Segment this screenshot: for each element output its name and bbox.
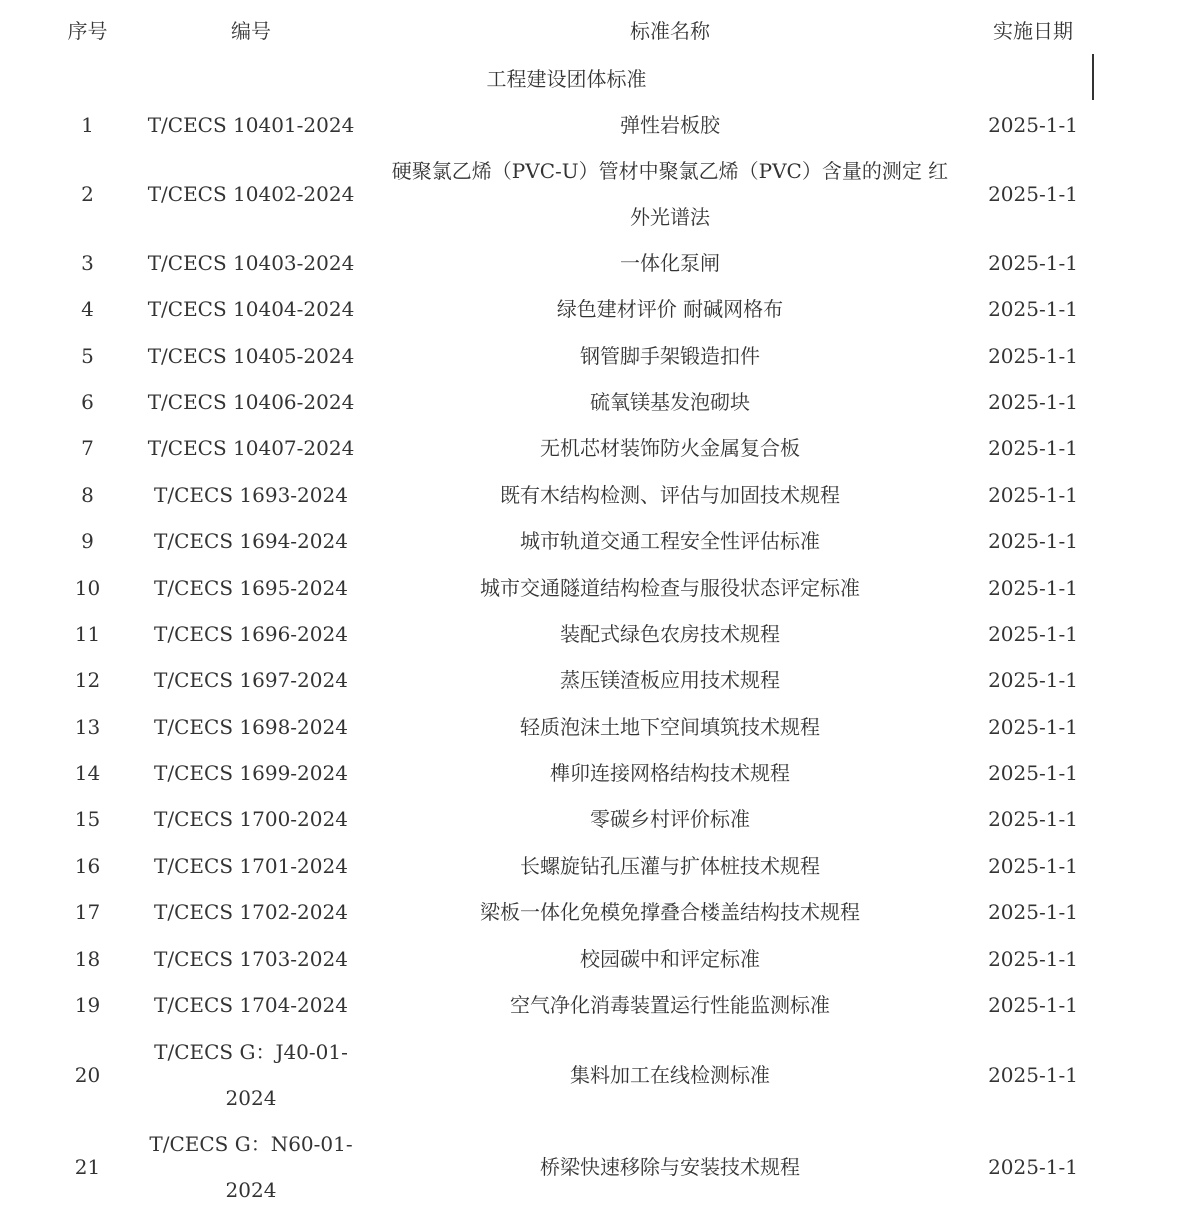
row-seq: 11 <box>74 622 101 646</box>
row-name: 钢管脚手架锻造扣件 <box>580 344 760 368</box>
row-name: 梁板一体化免模免撑叠合楼盖结构技术规程 <box>480 900 860 924</box>
row-name: 空气净化消毒装置运行性能监测标准 <box>510 993 830 1017</box>
row-date: 2025-1-1 <box>988 113 1078 137</box>
row-code: T/CECS 1695-2024 <box>154 576 348 600</box>
row-name: 一体化泵闸 <box>620 251 720 275</box>
row-date: 2025-1-1 <box>988 390 1078 414</box>
row-name: 硫氧镁基发泡砌块 <box>590 390 750 414</box>
row-date: 2025-1-1 <box>988 622 1078 646</box>
row-code: T/CECS 1696-2024 <box>154 622 348 646</box>
row-code: T/CECS 1701-2024 <box>154 854 348 878</box>
table-row <box>0 240 1179 286</box>
row-date: 2025-1-1 <box>988 807 1078 831</box>
table-row <box>0 1121 1179 1213</box>
row-code: T/CECS 10407-2024 <box>147 436 355 460</box>
row-date: 2025-1-1 <box>988 483 1078 507</box>
row-code: T/CECS 1703-2024 <box>154 947 348 971</box>
row-code: T/CECS 1704-2024 <box>154 993 348 1017</box>
row-name: 校园碳中和评定标准 <box>580 947 760 971</box>
row-name: 弹性岩板胶 <box>620 113 720 137</box>
row-date: 2025-1-1 <box>988 529 1078 553</box>
row-name: 既有木结构检测、评估与加固技术规程 <box>500 483 840 507</box>
row-date: 2025-1-1 <box>988 251 1078 275</box>
row-seq: 1 <box>81 113 94 137</box>
row-seq: 20 <box>74 1063 101 1087</box>
row-seq: 3 <box>81 251 94 275</box>
row-name: 长螺旋钻孔压灌与扩体桩技术规程 <box>520 854 820 878</box>
text-cursor <box>1092 54 1094 100</box>
table-row <box>0 750 1179 796</box>
row-name: 桥梁快速移除与安装技术规程 <box>540 1155 800 1179</box>
row-date: 2025-1-1 <box>988 182 1078 206</box>
row-name: 无机芯材装饰防火金属复合板 <box>540 436 800 460</box>
row-date: 2025-1-1 <box>988 1063 1078 1087</box>
table-row <box>0 333 1179 379</box>
row-date: 2025-1-1 <box>988 993 1078 1017</box>
table-row <box>0 425 1179 471</box>
header-date: 实施日期 <box>993 19 1073 43</box>
table-row <box>0 472 1179 518</box>
row-name-line2: 外光谱法 <box>629 205 710 229</box>
row-name: 装配式绿色农房技术规程 <box>560 622 780 646</box>
row-seq: 13 <box>74 715 101 739</box>
row-code: T/CECS 10402-2024 <box>147 182 355 206</box>
row-name: 绿色建材评价 耐碱网格布 <box>556 297 784 321</box>
row-date: 2025-1-1 <box>988 297 1078 321</box>
row-seq: 2 <box>81 182 94 206</box>
table-row <box>0 1029 1179 1121</box>
row-seq: 12 <box>74 668 101 692</box>
row-code: T/CECS 1694-2024 <box>154 529 348 553</box>
row-date: 2025-1-1 <box>988 576 1078 600</box>
table-row <box>0 379 1179 425</box>
table-row <box>0 657 1179 703</box>
row-seq: 15 <box>74 807 101 831</box>
table-row <box>0 889 1179 935</box>
table-row <box>0 286 1179 332</box>
row-code: T/CECS 1697-2024 <box>154 668 348 692</box>
row-seq: 4 <box>81 297 94 321</box>
row-code: T/CECS 1702-2024 <box>154 900 348 924</box>
header-name: 标准名称 <box>630 19 710 43</box>
section-title: 工程建设团体标准 <box>486 66 647 91</box>
table-row <box>0 518 1179 564</box>
row-seq: 17 <box>74 900 101 924</box>
row-date: 2025-1-1 <box>988 1155 1078 1179</box>
row-name: 零碳乡村评价标准 <box>590 807 750 831</box>
row-code <box>140 1029 362 1121</box>
row-date: 2025-1-1 <box>988 344 1078 368</box>
row-code: T/CECS 1700-2024 <box>154 807 348 831</box>
row-code: T/CECS 1698-2024 <box>154 715 348 739</box>
row-code: T/CECS 1699-2024 <box>154 761 348 785</box>
row-date: 2025-1-1 <box>988 668 1078 692</box>
row-code <box>140 1121 362 1213</box>
row-seq: 18 <box>74 947 101 971</box>
row-date: 2025-1-1 <box>988 436 1078 460</box>
row-seq: 16 <box>74 854 101 878</box>
row-code: T/CECS 10403-2024 <box>147 251 355 275</box>
header-code: 编号 <box>231 19 271 43</box>
row-seq: 9 <box>81 529 94 553</box>
table-header <box>0 8 1179 54</box>
row-date: 2025-1-1 <box>988 761 1078 785</box>
table-row <box>0 843 1179 889</box>
row-date: 2025-1-1 <box>988 854 1078 878</box>
table-row <box>0 148 1179 240</box>
row-name: 蒸压镁渣板应用技术规程 <box>560 668 780 692</box>
row-date: 2025-1-1 <box>988 715 1078 739</box>
row-code-line2: 2024 <box>225 1178 277 1202</box>
table-row <box>0 982 1179 1028</box>
table-row <box>0 102 1179 148</box>
table-row <box>0 611 1179 657</box>
table-row <box>0 565 1179 611</box>
row-name: 轻质泡沫土地下空间填筑技术规程 <box>520 715 820 739</box>
row-name: 城市交通隧道结构检查与服役状态评定标准 <box>480 576 860 600</box>
row-code: T/CECS 10401-2024 <box>147 113 355 137</box>
table-row <box>0 704 1179 750</box>
row-seq: 6 <box>81 390 94 414</box>
row-code-line1: T/CECS G：N60-01- <box>149 1132 353 1156</box>
row-seq: 8 <box>81 483 94 507</box>
header-seq: 序号 <box>67 19 108 43</box>
row-name <box>370 148 970 240</box>
row-code-line1: T/CECS G：J40-01- <box>154 1040 348 1064</box>
row-seq: 21 <box>74 1155 101 1179</box>
row-seq: 7 <box>81 436 94 460</box>
table-row <box>0 936 1179 982</box>
row-date: 2025-1-1 <box>988 947 1078 971</box>
row-seq: 14 <box>74 761 101 785</box>
row-code: T/CECS 10406-2024 <box>147 390 355 414</box>
row-name-line1: 硬聚氯乙烯（PVC-U）管材中聚氯乙烯（PVC）含量的测定 红 <box>391 159 949 183</box>
row-code: T/CECS 1693-2024 <box>154 483 348 507</box>
row-seq: 19 <box>74 993 101 1017</box>
row-date: 2025-1-1 <box>988 900 1078 924</box>
row-seq: 10 <box>74 576 101 600</box>
row-code: T/CECS 10404-2024 <box>147 297 355 321</box>
row-code-line2: 2024 <box>225 1086 277 1110</box>
table-row <box>0 796 1179 842</box>
row-name: 城市轨道交通工程安全性评估标准 <box>520 529 820 553</box>
row-code: T/CECS 10405-2024 <box>147 344 355 368</box>
row-seq: 5 <box>81 344 94 368</box>
row-name: 榫卯连接网格结构技术规程 <box>550 761 790 785</box>
row-name: 集料加工在线检测标准 <box>570 1063 770 1087</box>
